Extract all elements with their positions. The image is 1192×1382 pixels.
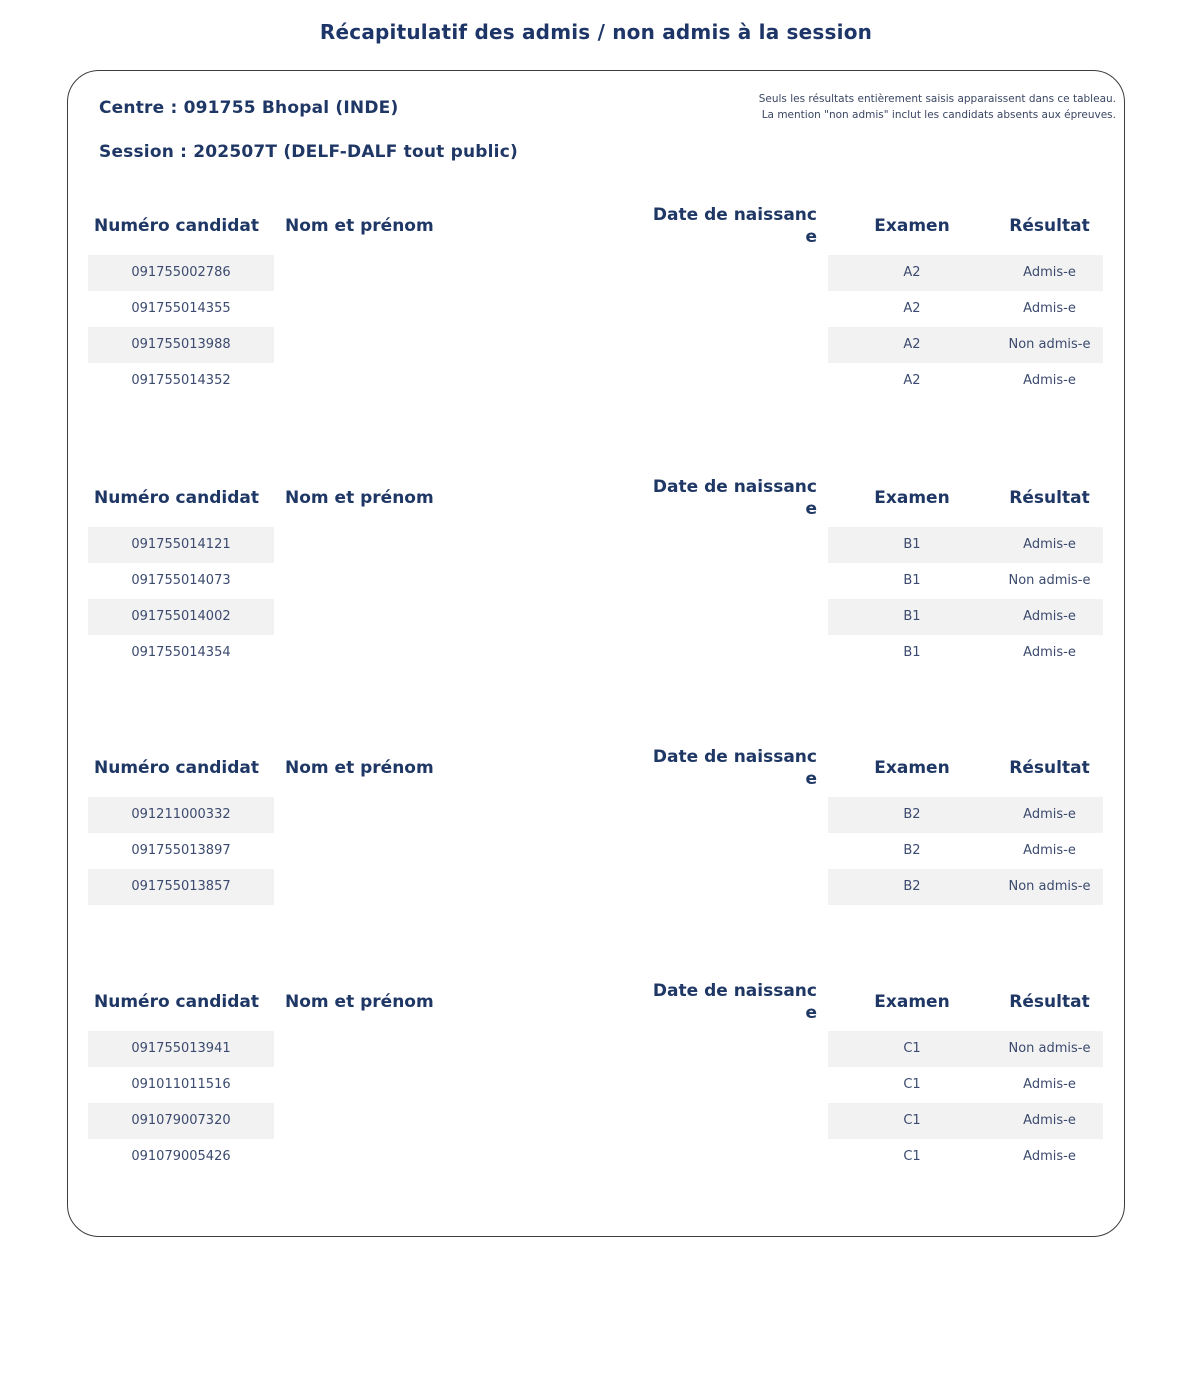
cell-date-naissance [620, 1031, 817, 1067]
column-header-resultat: Résultat [1009, 488, 1090, 508]
cell-gap [817, 1139, 828, 1175]
cell-numero-candidat: 091755013897 [131, 843, 231, 858]
cell-resultat: Admis-e [996, 599, 1103, 635]
cell-gap [817, 255, 828, 291]
results-note-line1: Seuls les résultats entièrement saisis apparaissent dans ce tableau. [758, 93, 1116, 105]
page-title: Récapitulatif des admis / non admis à la session [319, 20, 873, 44]
cell-gap [817, 291, 828, 327]
cell-date-naissance [620, 1067, 817, 1103]
cell-gap [817, 1067, 828, 1103]
cell-date-naissance [620, 599, 817, 635]
cell-examen: B1 [903, 573, 921, 588]
column-header-examen: Examen [874, 992, 950, 1012]
cell-examen: A2 [828, 327, 996, 363]
cell-gap [817, 833, 828, 869]
cell-date-naissance [620, 635, 817, 671]
cell-examen: A2 [903, 373, 921, 388]
table-row [88, 291, 1103, 327]
cell-nom-prenom [274, 797, 620, 833]
column-header-resultat: Résultat [1009, 992, 1090, 1012]
column-header-resultat: Résultat [1009, 758, 1090, 778]
cell-numero-candidat: 091079007320 [88, 1103, 274, 1139]
cell-gap [817, 563, 828, 599]
cell-numero-candidat: 091755014073 [131, 573, 231, 588]
column-header-date-naissance-line1: Date de naissanc [652, 477, 817, 497]
session-label: Session : 202507T (DELF-DALF tout public) [99, 142, 518, 162]
column-header-resultat: Résultat [1009, 216, 1090, 236]
cell-nom-prenom [274, 291, 620, 327]
cell-numero-candidat: 091755013941 [88, 1031, 274, 1067]
column-header-date-naissance [620, 746, 817, 790]
cell-date-naissance [620, 527, 817, 563]
results-table [88, 973, 1103, 1175]
cell-numero-candidat: 091755014121 [88, 527, 274, 563]
cell-numero-candidat: 091755013857 [88, 869, 274, 905]
cell-resultat: Admis-e [996, 1103, 1103, 1139]
column-header-numero-candidat: Numéro candidat [94, 488, 259, 508]
cell-resultat: Admis-e [1023, 1077, 1076, 1092]
column-header-examen: Examen [874, 488, 950, 508]
table-row [88, 797, 1103, 833]
cell-resultat: Non admis-e [1008, 573, 1091, 588]
cell-gap [817, 1103, 828, 1139]
cell-nom-prenom [274, 527, 620, 563]
table-row [88, 599, 1103, 635]
cell-resultat: Admis-e [1023, 301, 1076, 316]
cell-nom-prenom [274, 1139, 620, 1175]
column-header-numero-candidat: Numéro candidat [94, 758, 259, 778]
table-header-row [88, 973, 1103, 1031]
results-note-line2: La mention "non admis" inclut les candidats absents aux épreuves. [761, 109, 1116, 121]
cell-examen: B1 [828, 527, 996, 563]
cell-date-naissance [620, 1139, 817, 1175]
cell-numero-candidat: 091211000332 [88, 797, 274, 833]
cell-resultat: Non admis-e [996, 869, 1103, 905]
centre-label: Centre : 091755 Bhopal (INDE) [99, 98, 399, 118]
cell-numero-candidat: 091079005426 [131, 1149, 231, 1164]
table-row [88, 255, 1103, 291]
column-header-date-naissance-line2: e [805, 1003, 817, 1023]
cell-date-naissance [620, 255, 817, 291]
cell-gap [817, 599, 828, 635]
results-table [88, 197, 1103, 399]
cell-resultat: Admis-e [1023, 843, 1076, 858]
cell-gap [817, 1031, 828, 1067]
table-header-row [88, 739, 1103, 797]
table-row [88, 869, 1103, 905]
cell-gap [817, 869, 828, 905]
cell-numero-candidat: 091755013988 [88, 327, 274, 363]
column-header-date-naissance [620, 204, 817, 248]
column-header-nom-prenom: Nom et prénom [285, 488, 434, 508]
cell-numero-candidat: 091755014002 [88, 599, 274, 635]
cell-nom-prenom [274, 255, 620, 291]
table-row [88, 1031, 1103, 1067]
cell-resultat: Non admis-e [996, 1031, 1103, 1067]
cell-examen: B2 [903, 843, 921, 858]
cell-numero-candidat: 091755014352 [131, 373, 231, 388]
table-row [88, 527, 1103, 563]
cell-resultat: Admis-e [996, 255, 1103, 291]
column-header-date-naissance-line1: Date de naissanc [652, 205, 817, 225]
cell-date-naissance [620, 797, 817, 833]
cell-numero-candidat: 091755002786 [88, 255, 274, 291]
cell-nom-prenom [274, 869, 620, 905]
cell-gap [817, 797, 828, 833]
cell-resultat: Admis-e [1023, 373, 1076, 388]
cell-numero-candidat: 091755014354 [131, 645, 231, 660]
cell-examen: A2 [903, 301, 921, 316]
cell-gap [817, 635, 828, 671]
cell-gap [817, 363, 828, 399]
cell-nom-prenom [274, 1067, 620, 1103]
cell-gap [817, 527, 828, 563]
cell-nom-prenom [274, 599, 620, 635]
table-header-row [88, 469, 1103, 527]
cell-nom-prenom [274, 1031, 620, 1067]
column-header-date-naissance-line1: Date de naissanc [652, 747, 817, 767]
table-row [88, 833, 1103, 869]
table-row [88, 363, 1103, 399]
table-row [88, 1103, 1103, 1139]
cell-numero-candidat: 091011011516 [131, 1077, 231, 1092]
cell-examen: B1 [828, 599, 996, 635]
column-header-date-naissance [620, 476, 817, 520]
cell-examen: B2 [828, 797, 996, 833]
column-header-examen: Examen [874, 216, 950, 236]
cell-date-naissance [620, 833, 817, 869]
cell-nom-prenom [274, 635, 620, 671]
cell-examen: C1 [903, 1149, 921, 1164]
column-header-date-naissance-line1: Date de naissanc [652, 981, 817, 1001]
cell-resultat: Admis-e [1023, 645, 1076, 660]
cell-examen: B2 [828, 869, 996, 905]
cell-gap [817, 327, 828, 363]
cell-resultat: Non admis-e [996, 327, 1103, 363]
column-header-examen: Examen [874, 758, 950, 778]
cell-resultat: Admis-e [996, 797, 1103, 833]
table-row [88, 635, 1103, 671]
cell-resultat: Admis-e [996, 527, 1103, 563]
results-note [759, 91, 1116, 123]
column-header-date-naissance-line2: e [805, 499, 817, 519]
column-header-date-naissance [620, 980, 817, 1024]
results-table [88, 469, 1103, 671]
results-table [88, 739, 1103, 905]
cell-nom-prenom [274, 327, 620, 363]
cell-nom-prenom [274, 833, 620, 869]
column-header-nom-prenom: Nom et prénom [285, 758, 434, 778]
column-header-date-naissance-line2: e [805, 227, 817, 247]
table-row [88, 1139, 1103, 1175]
cell-date-naissance [620, 327, 817, 363]
cell-examen: B1 [903, 645, 921, 660]
table-row [88, 563, 1103, 599]
column-header-date-naissance-line2: e [805, 769, 817, 789]
cell-numero-candidat: 091755014355 [131, 301, 231, 316]
column-header-numero-candidat: Numéro candidat [94, 992, 259, 1012]
table-header-row [88, 197, 1103, 255]
cell-date-naissance [620, 869, 817, 905]
cell-date-naissance [620, 563, 817, 599]
cell-examen: C1 [828, 1103, 996, 1139]
table-row [88, 327, 1103, 363]
cell-date-naissance [620, 363, 817, 399]
cell-date-naissance [620, 1103, 817, 1139]
column-header-nom-prenom: Nom et prénom [285, 992, 434, 1012]
column-header-numero-candidat: Numéro candidat [94, 216, 259, 236]
table-row [88, 1067, 1103, 1103]
column-header-nom-prenom: Nom et prénom [285, 216, 434, 236]
cell-examen: A2 [828, 255, 996, 291]
cell-nom-prenom [274, 563, 620, 599]
cell-resultat: Admis-e [1023, 1149, 1076, 1164]
cell-examen: C1 [903, 1077, 921, 1092]
cell-date-naissance [620, 291, 817, 327]
cell-nom-prenom [274, 363, 620, 399]
cell-nom-prenom [274, 1103, 620, 1139]
cell-examen: C1 [828, 1031, 996, 1067]
